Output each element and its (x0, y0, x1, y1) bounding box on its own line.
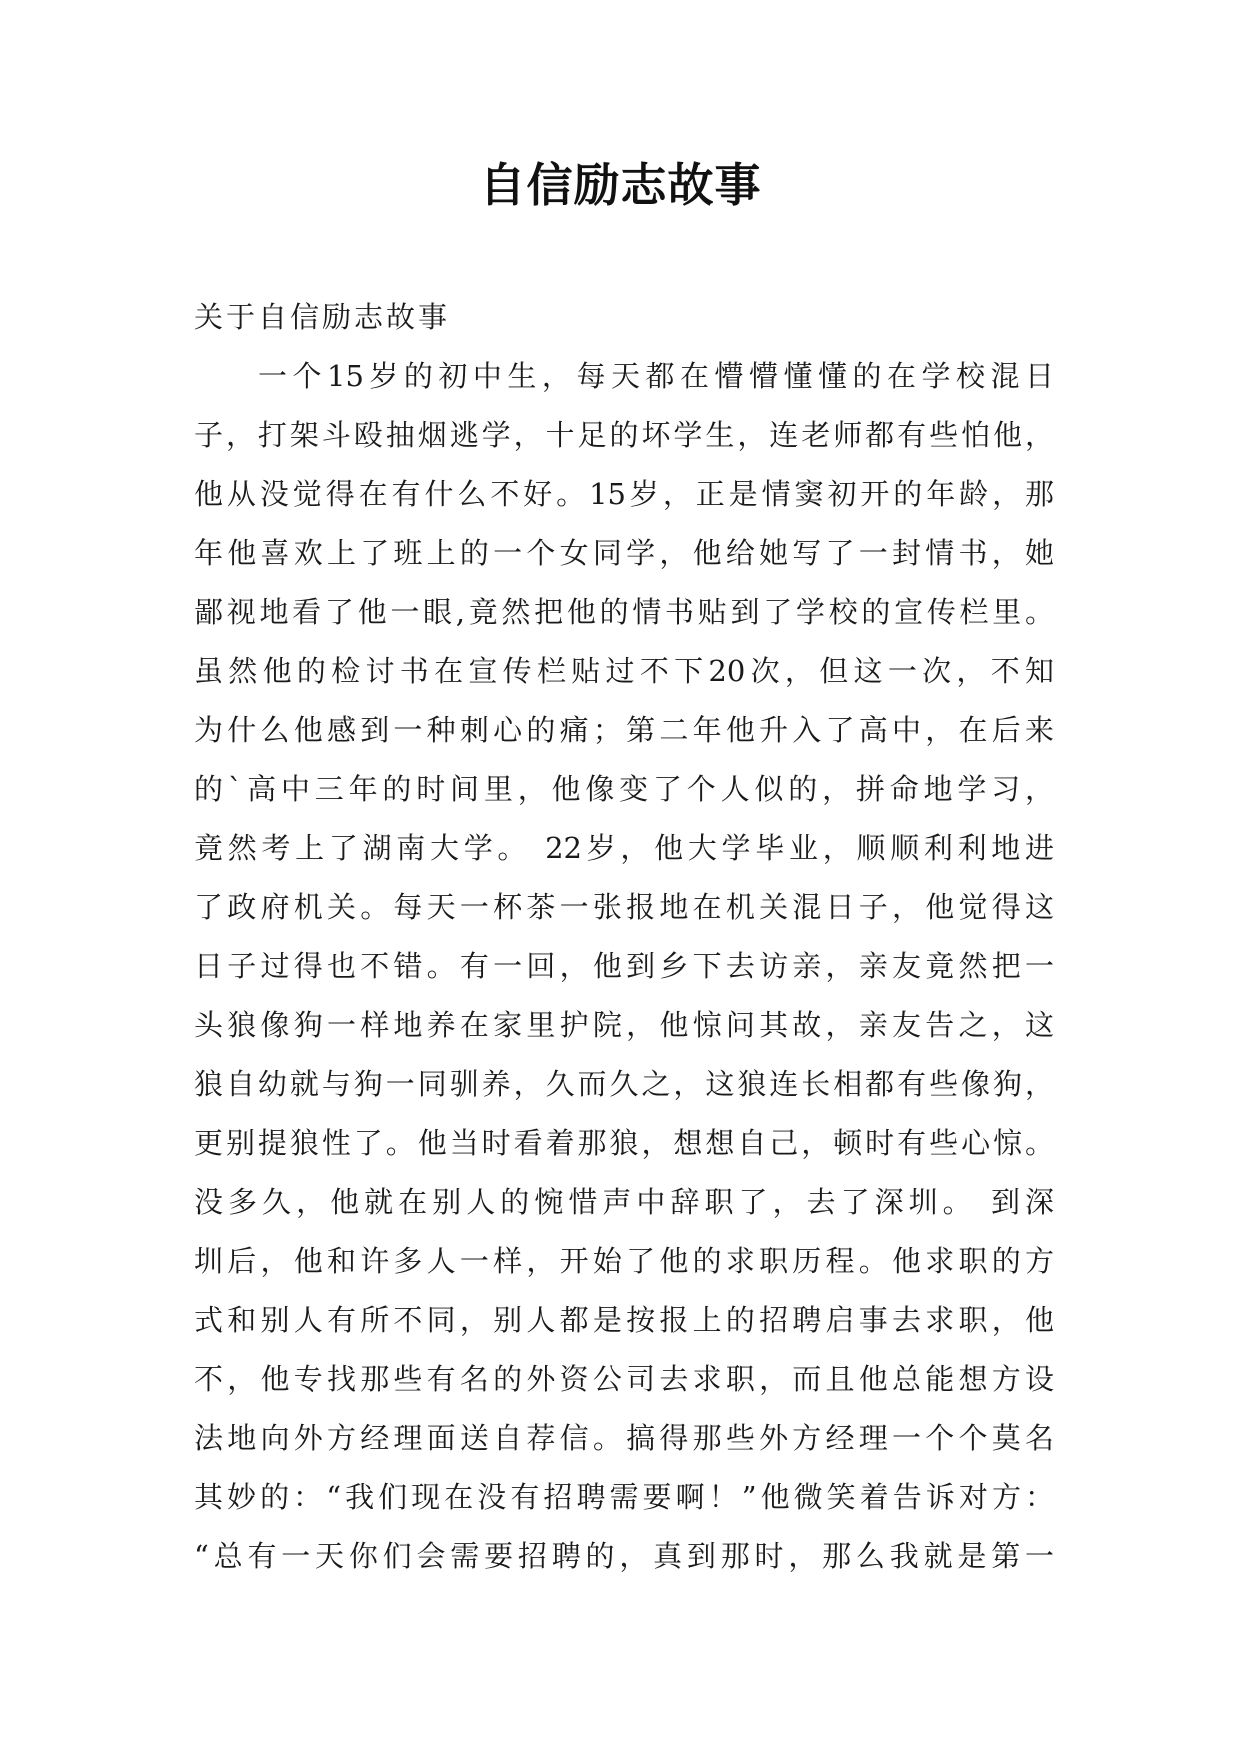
paragraph-line: 竟然考上了湖南大学。 22岁，他大学毕业，顺顺利利地进 (194, 831, 1054, 865)
paragraph-line: 其妙的：“我们现在没有招聘需要啊！”他微笑着告诉对方： (194, 1480, 1054, 1514)
paragraph-line: 子，打架斗殴抽烟逃学，十足的坏学生，连老师都有些怕他， (194, 418, 1054, 452)
paragraph-line: 虽然他的检讨书在宣传栏贴过不下20次，但这一次，不知 (194, 654, 1054, 688)
paragraph-line: 式和别人有所不同，别人都是按报上的招聘启事去求职，他 (194, 1303, 1054, 1337)
paragraph-line: 年他喜欢上了班上的一个女同学，他给她写了一封情书，她 (194, 536, 1054, 570)
document-body (194, 288, 1054, 1586)
section-heading: 关于自信励志故事 (194, 300, 451, 334)
paragraph-line: 头狼像狗一样地养在家里护院，他惊问其故，亲友告之，这 (194, 1008, 1054, 1042)
paragraph-line: “总有一天你们会需要招聘的，真到那时，那么我就是第一 (194, 1539, 1054, 1573)
paragraph-line: 了政府机关。每天一杯茶一张报地在机关混日子，他觉得这 (194, 890, 1054, 924)
paragraph-line: 鄙视地看了他一眼,竟然把他的情书贴到了学校的宣传栏里。 (194, 595, 1054, 629)
paragraph-line: 一个15岁的初中生，每天都在懵懵懂懂的在学校混日 (258, 359, 1054, 393)
document-title: 自信励志故事 (479, 158, 762, 212)
paragraph-line: 狼自幼就与狗一同驯养，久而久之，这狼连长相都有些像狗， (194, 1067, 1054, 1101)
paragraph-line: 没多久，他就在别人的惋惜声中辞职了，去了深圳。 到深 (194, 1185, 1054, 1219)
paragraph-line: 不，他专找那些有名的外资公司去求职，而且他总能想方设 (194, 1362, 1054, 1396)
paragraph-line: 他从没觉得在有什么不好。15岁，正是情窦初开的年龄，那 (194, 477, 1054, 511)
paragraph-line: 圳后，他和许多人一样，开始了他的求职历程。他求职的方 (194, 1244, 1054, 1278)
paragraph-line: 日子过得也不错。有一回，他到乡下去访亲，亲友竟然把一 (194, 949, 1054, 983)
paragraph-line: 的`高中三年的时间里，他像变了个人似的，拼命地学习， (194, 772, 1054, 806)
paragraph-line: 更别提狼性了。他当时看着那狼，想想自己，顿时有些心惊。 (194, 1126, 1054, 1160)
paragraph-line: 法地向外方经理面送自荐信。搞得那些外方经理一个个莫名 (194, 1421, 1054, 1455)
paragraph-line: 为什么他感到一种刺心的痛；第二年他升入了高中，在后来 (194, 713, 1054, 747)
